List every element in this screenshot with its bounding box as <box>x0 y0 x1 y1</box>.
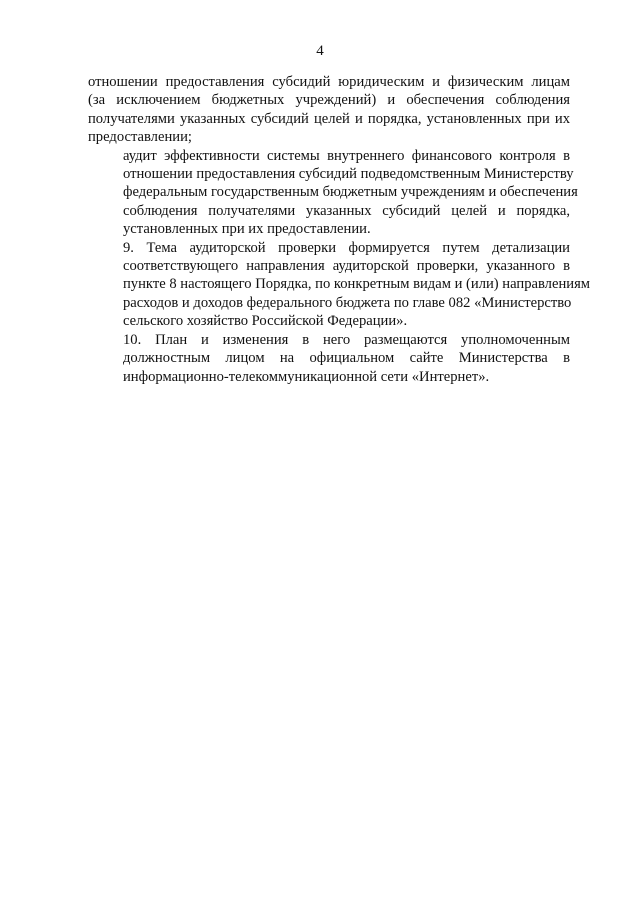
text-line: предоставлении; <box>88 129 192 146</box>
text-line: 9. Тема аудиторской проверки формируется путем детализации <box>123 239 570 256</box>
text-line: информационно-телекоммуникационной сети «Интернет». <box>123 368 490 385</box>
text-line: расходов и доходов федерального бюджета по главе 082 «Министерство <box>123 294 572 311</box>
text-line: отношении предоставления субсидий юридическим и физическим лицам <box>88 74 570 90</box>
paragraph-4 <box>88 331 570 386</box>
text-line: пункте 8 настоящего Порядка, по конкретным видам и (или) направлениям <box>123 276 591 293</box>
page-number: 4 <box>316 43 324 59</box>
text-line: (за исключением бюджетных учреждений) и обеспечения соблюдения <box>88 92 570 109</box>
text-line: отношении предоставления субсидий подведомственным Министерству <box>123 166 574 183</box>
paragraph-3 <box>88 239 591 331</box>
text-line: соблюдения получателями указанных субсидий целей и порядка, <box>123 202 570 219</box>
text-line: установленных при их предоставлении. <box>123 221 371 238</box>
text-line: федеральным государственным бюджетным учреждениям и обеспечения <box>123 184 578 201</box>
text-line: аудит эффективности системы внутреннего финансового контроля в <box>123 147 570 164</box>
text-line: 10. План и изменения в него размещаются уполномоченным <box>123 331 570 348</box>
text-line: сельского хозяйство Российской Федерации». <box>123 313 408 330</box>
paragraph-2 <box>88 147 578 239</box>
text-line: соответствующего направления аудиторской проверки, указанного в <box>123 258 570 275</box>
paragraph-1 <box>88 73 570 147</box>
text-line: должностным лицом на официальном сайте Министерства в <box>123 350 570 367</box>
document-body <box>88 73 591 386</box>
text-line: получателями указанных субсидий целей и порядка, установленных при их <box>88 110 570 127</box>
